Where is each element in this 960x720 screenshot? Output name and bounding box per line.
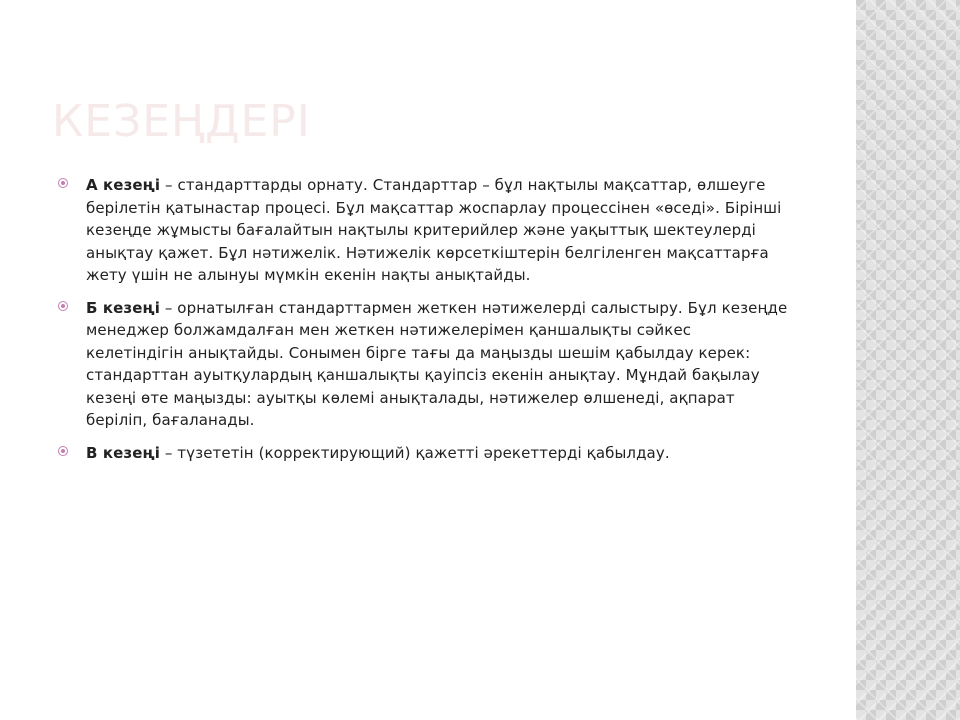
bullet-text <box>86 174 793 287</box>
diamond-pattern <box>856 0 960 720</box>
bullet-item-a <box>58 174 793 287</box>
circle-bullet-icon <box>58 301 68 311</box>
bullet-body: – стандарттарды орнату. Стандарттар – бұл нақтылы мақсаттар, өлшеуге берілетін қатынастар процесі. Бұл мақсаттар жоспарлау процессінен «өседі». Бірінші кезеңде жұмысты бағалайтын нақтылы критерийлер және уақыттық шектеулерді анықтау қажет. Бұл нәтижелік. Нәтижелік көрсеткіштерін белгіленген мақсаттарға жету үшін не алынуы мүмкін екенін нақты анықтайды. <box>86 176 782 284</box>
bullet-term: В кезеңі <box>86 443 160 462</box>
bullet-body: – орнатылған стандарттармен жеткен нәтижелерді салыстыру. Бұл кезеңде менеджер болжамдалған мен жеткен нәтижелерімен қаншалықты сәйкес келетіндігін анықтайды. Сонымен бірге тағы да маңызды шешім қабылдау керек: стандарттан ауытқулардың қаншалықты қауіпсіз екенін анықтау. Мұндай бақылау кезеңі өте маңызды: ауытқы көлемі анықталады, нәтижелер өлшенеді, ақпарат беріліп, бағаланады. <box>86 298 788 429</box>
slide-title: КЕЗЕҢДЕРІ <box>52 96 311 147</box>
bullet-item-b <box>58 297 793 432</box>
decorative-side-panel <box>856 0 960 720</box>
bullet-list <box>58 174 793 474</box>
bullet-item-c <box>58 442 793 465</box>
bullet-text <box>86 442 793 465</box>
bullet-term: А кезеңі <box>86 176 161 194</box>
bullet-text <box>86 297 793 432</box>
circle-bullet-icon <box>58 446 68 456</box>
circle-bullet-icon <box>58 178 68 188</box>
bullet-body: – түзететін (корректирующий) қажетті әрекеттерді қабылдау. <box>159 443 670 462</box>
bullet-term: Б кезеңі <box>86 298 160 317</box>
